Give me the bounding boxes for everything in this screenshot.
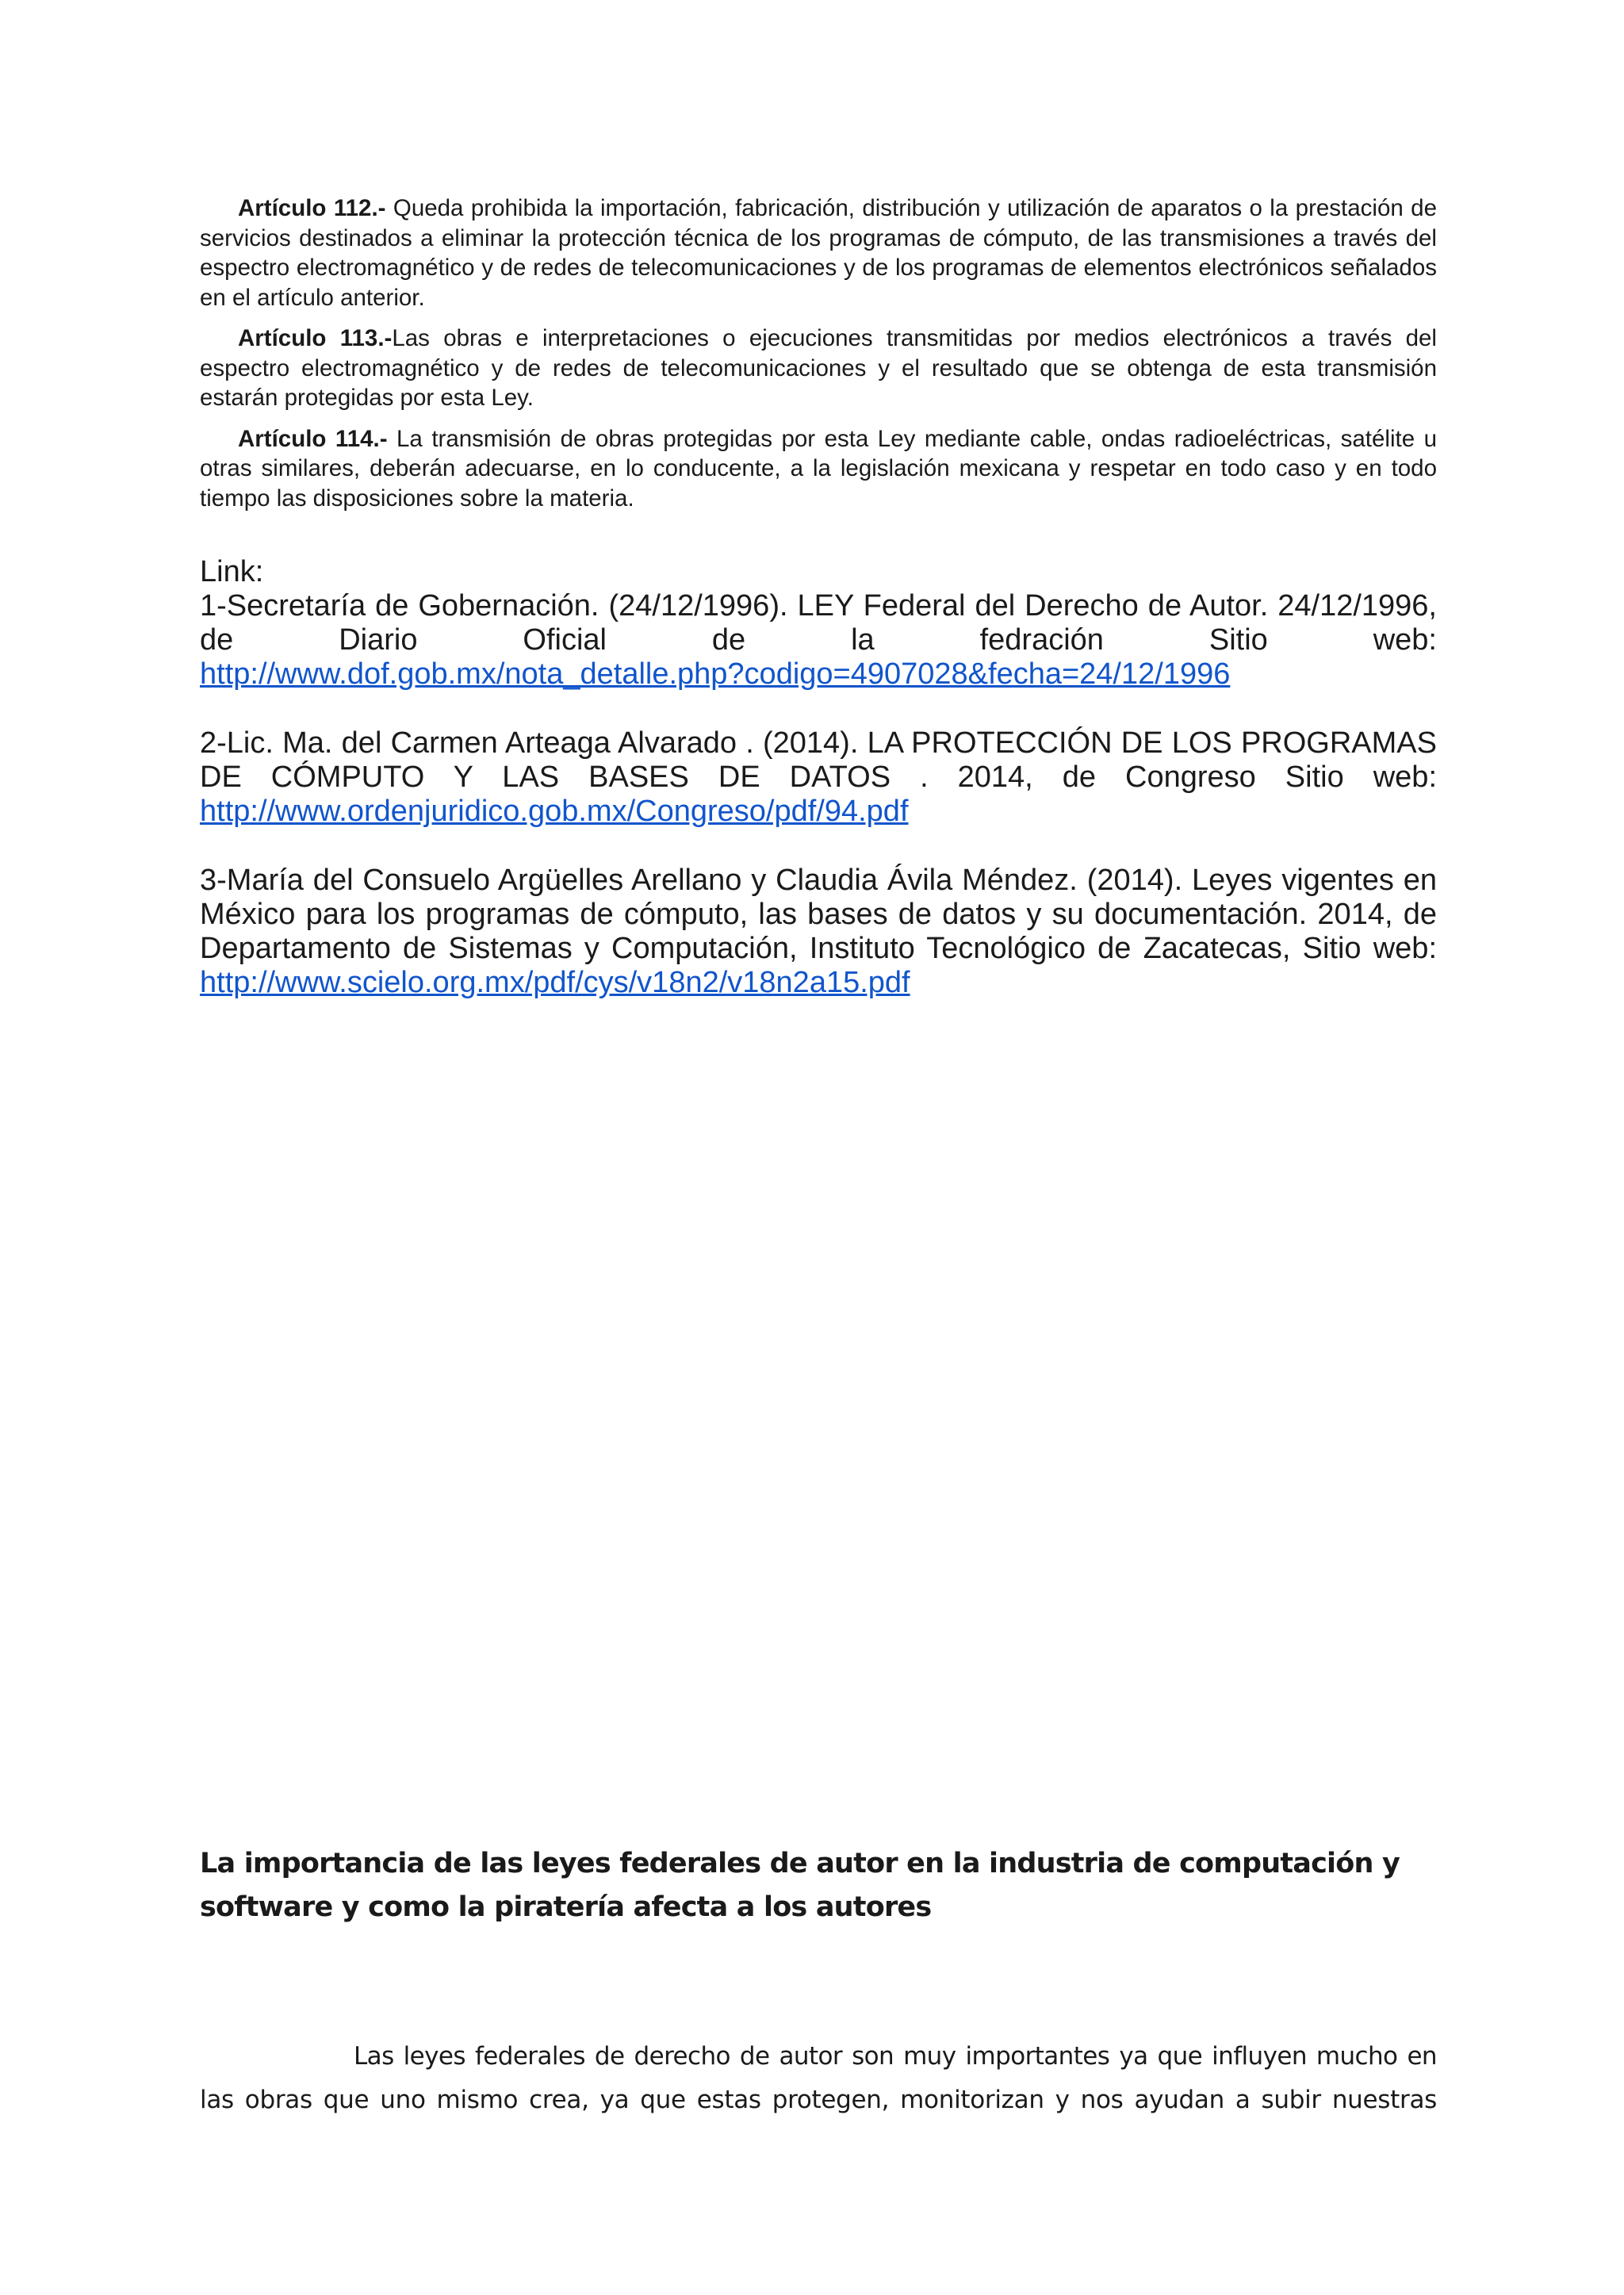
reference-2 — [200, 726, 1437, 829]
article-114 — [200, 424, 1437, 514]
article-112-text: Queda prohibida la importación, fabricación, distribución y utilización de aparatos o la prestación de servicios destinados a eliminar la protección técnica de los programas de cómputo, de las transmisiones a través del espectro electromagnético y de redes de telecomunicaciones y de los programas de elementos electrónicos señalados en el artículo anterior. — [200, 195, 1437, 311]
article-114-label: Artículo 114.- — [238, 425, 388, 452]
article-112 — [200, 193, 1437, 312]
reference-1-link[interactable]: http://www.dof.gob.mx/nota_detalle.php?codigo=4907028&fecha=24/12/1996 — [200, 657, 1231, 691]
reference-3 — [200, 864, 1437, 1000]
reference-3-text: 3-María del Consuelo Argüelles Arellano y Claudia Ávila Méndez. (2014). Leyes vigentes en México para los programas de cómputo, las bases de datos y su documentación. 2014, de Departamento de Sistemas y Computación, Instituto Tecnológico de Zacatecas, Sitio web: — [200, 864, 1437, 965]
article-113-label: Artículo 113.- — [238, 325, 393, 351]
section-title: La importancia de las leyes federales de autor en la industria de computación y software y como la piratería afecta a los autores — [200, 1848, 1400, 1923]
references-heading: Link: — [200, 555, 264, 588]
article-112-label: Artículo 112.- — [238, 195, 386, 221]
reference-1 — [200, 589, 1437, 692]
reference-1-text: 1-Secretaría de Gobernación. (24/12/1996). LEY Federal del Derecho de Autor. 24/12/1996, de Diario Oficial de la fedración Sitio web: — [200, 589, 1437, 657]
body-paragraph-line-1: Las leyes federales de derecho de autor son muy importantes ya que influyen mucho en — [354, 2042, 1437, 2071]
article-113 — [200, 324, 1437, 413]
section-body — [200, 2035, 1437, 2122]
reference-2-text: 2-Lic. Ma. del Carmen Arteaga Alvarado . (2014). LA PROTECCIÓN DE LOS PROGRAMAS DE CÓMPUTO Y LAS BASES DE DATOS . 2014, de Congreso Sitio web: — [200, 726, 1437, 794]
section-heading-block — [200, 1842, 1437, 1929]
article-113-text: Las obras e interpretaciones o ejecuciones transmitidas por medios electrónicos a través del espectro electromagnético y de redes de telecomunicaciones y el resultado que se obtenga de esta transmisión estarán protegidas por esta Ley. — [200, 325, 1437, 411]
article-114-text: La transmisión de obras protegidas por esta Ley mediante cable, ondas radioeléctricas, satélite u otras similares, deberán adecuarse, en lo conducente, a la legislación mexicana y respetar en todo caso y en todo tiempo las disposiciones sobre la materia. — [200, 425, 1437, 511]
articles-section — [200, 193, 1437, 513]
body-paragraph-line-2: las obras que uno mismo crea, ya que estas protegen, monitorizan y nos ayudan a subir nuestras — [200, 2086, 1437, 2114]
reference-2-link[interactable]: http://www.ordenjuridico.gob.mx/Congreso/pdf/94.pdf — [200, 795, 909, 828]
reference-3-link[interactable]: http://www.scielo.org.mx/pdf/cys/v18n2/v18n2a15.pdf — [200, 966, 910, 999]
references-section — [200, 555, 1437, 1000]
